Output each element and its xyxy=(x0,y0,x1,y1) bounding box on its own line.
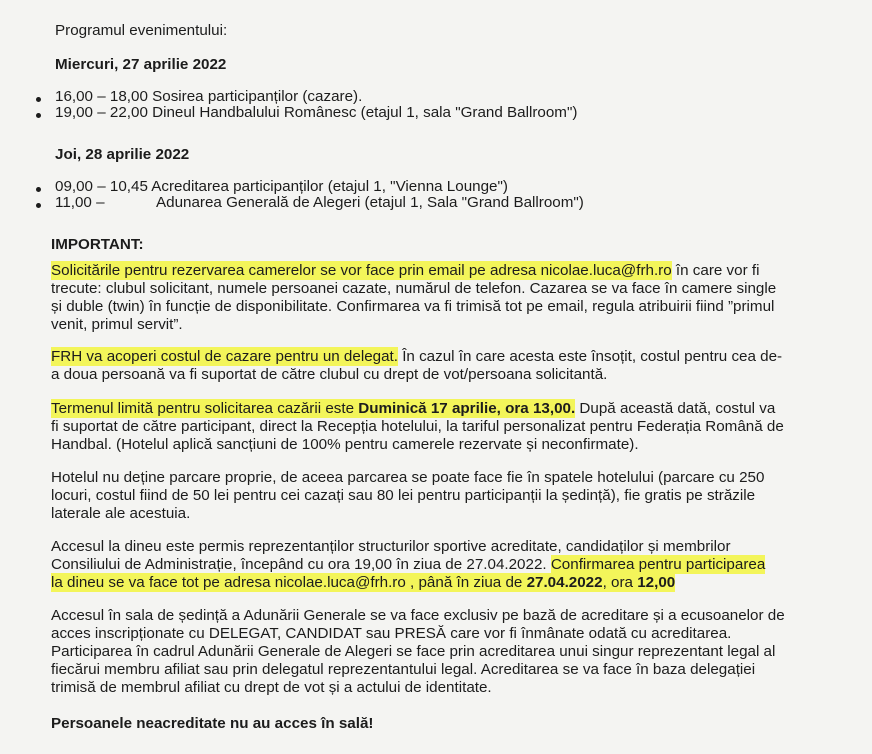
p6-line1: Accesul în sala de ședință a Adunării Generale se va face exclusiv pe bază de acreditare și a ecusoanelor de xyxy=(51,607,785,624)
text-span: , ora xyxy=(602,574,638,591)
highlight: Solicitările pentru rezervarea camerelor se vor face prin email pe adresa nicolae.luca@frh.ro xyxy=(51,262,672,279)
list-item: 19,00 – 22,00 Dineul Handbalului Românesc (etajul 1, sala "Grand Ballroom") xyxy=(55,104,578,121)
p2-line1 xyxy=(51,348,782,366)
day2-heading: Joi, 28 aprilie 2022 xyxy=(55,146,190,163)
p3-line3: Handbal. (Hotelul aplică sancțiuni de 100% pentru camerele rezervate și neconfirmate). xyxy=(51,436,639,453)
p2-line2: a doua persoană va fi suportat de către clubul cu drept de vot/persoana solicitantă. xyxy=(51,366,608,383)
p4-line1: Hotelul nu deține parcare proprie, de aceea parcarea se poate face fie în spatele hotelului (parcare cu 250 xyxy=(51,469,765,486)
bullet-icon xyxy=(36,187,41,192)
day1-heading: Miercuri, 27 aprilie 2022 xyxy=(55,56,227,73)
time-bold: 12,00 xyxy=(637,574,676,591)
p1-line3: și duble (twin) în funcție de disponibilitate. Confirmarea va fi trimisă tot pe email, regula atribuirii fiind ”primul xyxy=(51,298,775,315)
text-span: În cazul în care acesta este însoțit, costul pentru cea de- xyxy=(397,348,783,365)
p5-line2 xyxy=(51,556,765,574)
list-item: 16,00 – 18,00 Sosirea participanților (cazare). xyxy=(55,88,363,105)
text-span: la dineu se va face tot pe adresa nicolae.luca@frh.ro , până în ziua de xyxy=(51,574,527,591)
p6-line2: acces inscripționate cu DELEGAT, CANDIDAT sau PRESĂ care vor fi înmânate odată cu acreditarea. xyxy=(51,625,732,642)
date-bold: 27.04.2022 xyxy=(526,574,603,591)
program-heading: Programul evenimentului: xyxy=(55,22,228,39)
p6-line5: trimisă de membrul afiliat cu drept de vot și a actului de identitate. xyxy=(51,679,492,696)
p6-line3: Participarea în cadrul Adunării Generale de Alegeri se face prin acreditarea unui singur reprezentant legal al xyxy=(51,643,776,660)
bullet-icon xyxy=(36,113,41,118)
highlight: FRH va acoperi costul de cazare pentru un delegat. xyxy=(51,348,398,365)
p4-line2: locuri, costul fiind de 50 lei pentru cei cazați sau 80 lei pentru participanții la ședință), fie gratis pe străzile xyxy=(51,487,756,504)
bullet-icon xyxy=(36,97,41,102)
text-span: în care vor fi xyxy=(671,262,760,279)
text-span: Consiliului de Administrație, începând cu ora 19,00 în ziua de 27.04.2022. xyxy=(51,556,551,573)
p5-line3 xyxy=(51,574,675,592)
p3-line2: fi suportat de către participant, direct la Recepția hotelului, la tariful personalizat pentru Federația Română de xyxy=(51,418,784,435)
p1-line1 xyxy=(51,262,759,280)
p1-line2: trecute: clubul solicitant, numele persoanei cazate, numărul de telefon. Cazarea se va face în camere single xyxy=(51,280,777,297)
p6-line4: fiecărui membru afiliat sau prin delegatul reprezentantului legal. Acreditarea se va face în baza delegației xyxy=(51,661,756,678)
p1-line4: venit, primul servit”. xyxy=(51,316,183,333)
highlight xyxy=(51,399,575,418)
highlight: Confirmarea pentru participarea xyxy=(550,556,766,573)
list-item: 09,00 – 10,45 Acreditarea participanților (etajul 1, "Vienna Lounge") xyxy=(55,178,508,195)
important-heading: IMPORTANT: xyxy=(51,236,144,253)
list-item-time: 11,00 – xyxy=(55,194,105,211)
p5-line1: Accesul la dineu este permis reprezentanților structurilor sportive acreditate, candidaților și membrilor xyxy=(51,538,731,555)
deadline-bold: Duminică 17 aprilie, ora 13,00. xyxy=(358,400,576,417)
closing-note: Persoanele neacreditate nu au acces în sală! xyxy=(51,715,374,732)
p4-line3: laterale ale acestuia. xyxy=(51,505,191,522)
p3-line1 xyxy=(51,400,775,418)
bullet-icon xyxy=(36,203,41,208)
highlight xyxy=(51,573,675,592)
text-span: Termenul limită pentru solicitarea cazării este xyxy=(51,400,359,417)
text-span: După această dată, costul va xyxy=(575,400,776,417)
list-item: Adunarea Generală de Alegeri (etajul 1, Sala "Grand Ballroom") xyxy=(156,194,584,211)
